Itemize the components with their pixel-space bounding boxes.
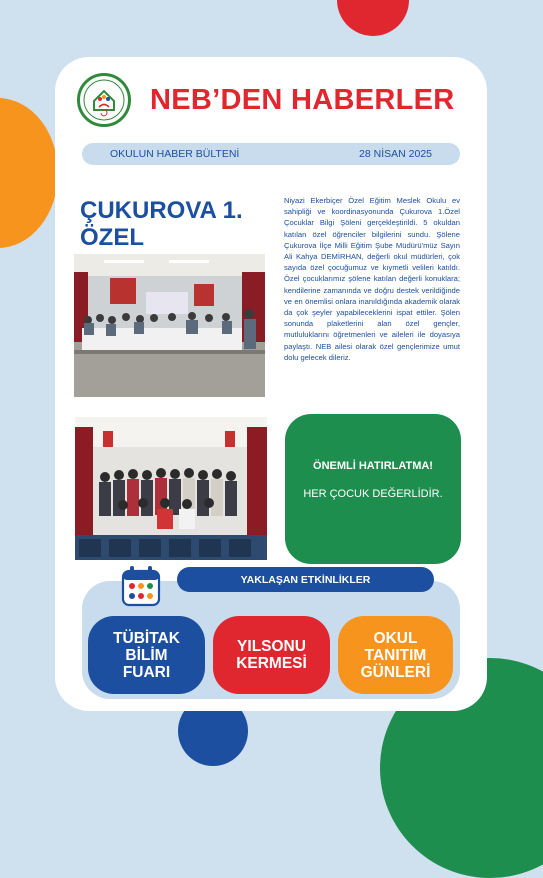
school-logo-emblem bbox=[81, 77, 127, 123]
decorative-circle-red bbox=[337, 0, 409, 36]
event-photo-stage bbox=[74, 254, 265, 397]
events-heading: YAKLAŞAN ETKİNLİKLER bbox=[177, 567, 434, 592]
reminder-text: HER ÇOCUK DEĞERLİDİR. bbox=[303, 488, 443, 500]
event-label: OKUL TANITIM GÜNLERİ bbox=[360, 629, 431, 681]
event-label: YILSONU KERMESİ bbox=[236, 638, 307, 672]
school-logo bbox=[77, 73, 131, 127]
bulletin-banner bbox=[82, 143, 460, 165]
event-card-kermes bbox=[213, 616, 330, 694]
story-headline: ÇUKUROVA 1. ÖZEL bbox=[80, 197, 243, 251]
story-body: Niyazi Ekerbiçer Özel Eğitim Meslek Okulu ev sahipliği ve koordinasyonunda Çukurova 1.Özel Çocuklar Bilgi Şöleni gerçekleştirildi. 5 okuldan katılan özel öğrenciler bilgilerini sundu. Şölene Çukurova İlçe Milli Eğitim Şube Müdürü'müz Sayın Ali Kahya DEMİRHAN, değerli okul müdürleri, çok sayıda özel çocuğumuz ve kıymetli velileri katıldı. Özel çocuklarımız şölene katılan değerli konuklara; kendilerine zamanında ve doğru destek verildiğinde ve en önemlisi onlara inanıldığında akademik olarak da çok şeyler yapabileceklerini ispat ettiler. Şölen sonunda plaketlerini alan özel gençler, mutluluklarını öğretmenleri ve aileleri ile doyasıya paylaştı. NEB ailesi olarak özel gençlerimize umut dolu gelecek dileriz. bbox=[284, 196, 460, 362]
bulletin-label: OKULUN HABER BÜLTENİ bbox=[110, 148, 240, 160]
reminder-title: ÖNEMLİ HATIRLATMA! bbox=[313, 460, 433, 472]
event-card-tanitim bbox=[338, 616, 453, 694]
event-photo-group bbox=[75, 417, 267, 560]
calendar-icon bbox=[121, 565, 161, 607]
page-title: NEB’DEN HABERLER bbox=[150, 84, 455, 116]
decorative-circle-orange bbox=[0, 98, 58, 248]
bulletin-date: 28 NİSAN 2025 bbox=[359, 148, 432, 160]
event-card-tubitak bbox=[88, 616, 205, 694]
event-label: TÜBİTAK BİLİM FUARI bbox=[113, 629, 180, 681]
reminder-box bbox=[285, 414, 461, 564]
